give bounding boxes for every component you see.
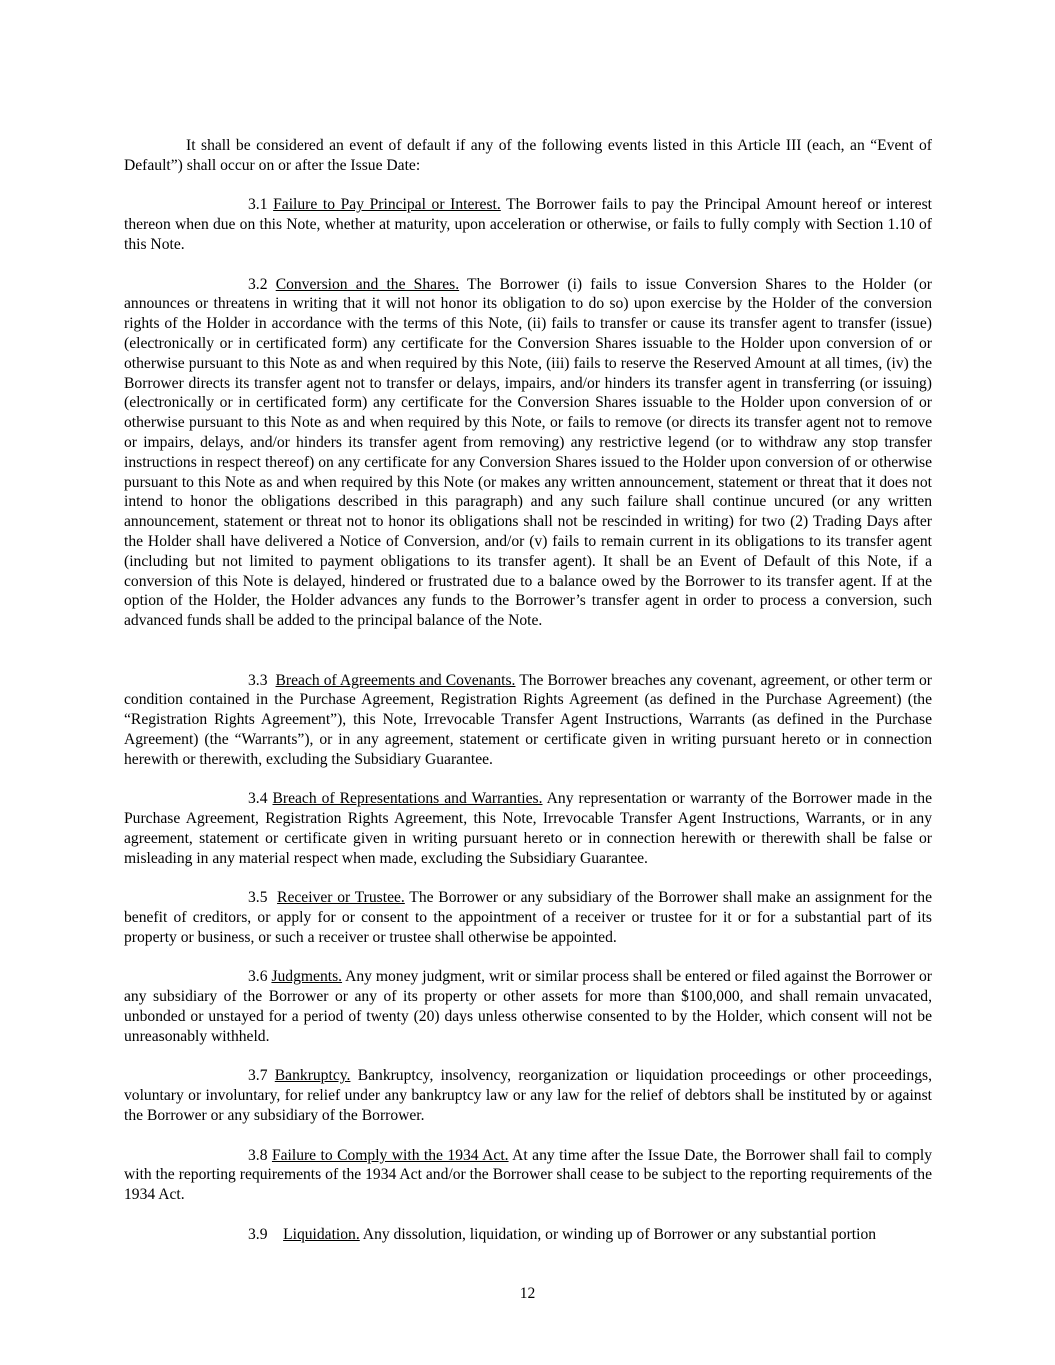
section-text: The Borrower (i) fails to issue Conversion Shares to the Holder (or announces or threatens in writing that it will not honor its obligation to do so) upon exercise by the Holder of the conversion rights of the Holder in accordance with the terms of this Note, (ii) fails to transfer or cause its transfer agent to transfer (issue) (electronically or in certificated form) any certificate for the Conversion Shares issuable to the Holder upon conversion of or otherwise pursuant to this Note as and when required by this Note, (iii) fails to reserve the Reserved Amount at all times, (iv) the Borrower directs its transfer agent not to transfer or delays, impairs, and/or hinders its transfer agent in transferring (or issuing) (electronically or in certificated form) any certificate for the Conversion Shares issuable to the Holder upon conversion of or otherwise pursuant to this Note as and when required by this Note, or fails to remove (or directs its transfer agent not to remove or impairs, delays, and/or hinders its transfer agent from removing) any restrictive legend (or to withdraw any stop transfer instructions in respect thereof) on any certificate for any Conversion Shares issued to the Holder upon conversion of or otherwise pursuant to this Note as and when required by this Note (or makes any written announcement, statement or threat that it does not intend to honor the obligations described in this paragraph) and any such failure shall continue uncured (or any written announcement, statement or threat not to honor its obligations shall not be rescinded in writing) for two (2) Trading Days after the Holder shall have delivered a Notice of Conversion, and/or (v) fails to remain current in its obligations to its transfer agent (including but not limited to payment obligations to its transfer agent). It shall be an Event of Default of this Note, if a conversion of this Note is delayed, hindered or frustrated due to a balance owed by the Borrower to its transfer agent. If at the option of the Holder, the Holder advances any funds to the Borrower’s transfer agent in order to process a conversion, such advanced funds shall be added to the principal balance of the Note. (124, 275, 932, 630)
section-text: The Borrower breaches any covenant, agreement, or other term or condition contained in the Purchase Agreement, Registration Rights Agreement (as defined in the Purchase Agreement) (the “Registration Rights Agreement”), this Note, Irrevocable Transfer Agent Instructions, Warrants (as defined in the Purchase Agreement) (the “Warrants”), or in any agreement, statement or certificate given in writing pursuant hereto or in connection herewith or therewith, excluding the Subsidiary Guarantee. (124, 671, 932, 768)
section-3-9-liquidation (124, 1225, 932, 1245)
section-text: Bankruptcy, insolvency, reorganization or liquidation proceedings or other proceedings, voluntary or involuntary, for relief under any bankruptcy law or any law for the relief of debtors shall be instituted by or against the Borrower or any subsidiary of the Borrower. (124, 1067, 932, 1125)
section-heading: Bankruptcy. (274, 1067, 351, 1085)
section-number: 3.6 (248, 968, 268, 986)
section-3-3-breach-of-agreements (124, 671, 932, 770)
section-3-7-bankruptcy (124, 1066, 932, 1125)
section-text: Any representation or warranty of the Borrower made in the Purchase Agreement, Registration Rights Agreement, this Note, Irrevocable Transfer Agent Instructions, Warrants, or in any agreement, statement or certificate given in writing pursuant hereto or in connection herewith or therewith shall be false or misleading in any material respect when made, excluding the Subsidiary Guarantee. (124, 790, 932, 867)
section-3-1-failure-to-pay (124, 195, 932, 254)
intro-paragraph: It shall be considered an event of default if any of the following events listed in this Article III (each, an “Event of Default”) shall occur on or after the Issue Date: (124, 137, 932, 174)
section-number: 3.7 (248, 1067, 268, 1085)
section-heading: Breach of Representations and Warranties. (272, 790, 543, 808)
section-heading: Judgments. (271, 968, 343, 986)
section-heading: Breach of Agreements and Covenants. (275, 671, 516, 689)
section-number: 3.5 (248, 889, 268, 907)
section-heading: Failure to Pay Principal or Interest. (273, 196, 501, 214)
section-number: 3.4 (248, 790, 268, 808)
section-heading: Conversion and the Shares. (275, 275, 460, 293)
section-text: At any time after the Issue Date, the Borrower shall fail to comply with the reporting requirements of the 1934 Act and/or the Borrower shall cease to be subject to the reporting requirements of the 1934 Act. (124, 1146, 932, 1204)
section-heading: Failure to Comply with the 1934 Act. (271, 1146, 509, 1164)
section-number: 3.8 (248, 1146, 268, 1164)
section-number: 3.1 (248, 196, 268, 214)
document-body (124, 136, 932, 1245)
section-3-8-failure-to-comply (124, 1146, 932, 1205)
section-number: 3.3 (248, 671, 268, 689)
section-heading: Liquidation. (283, 1225, 360, 1243)
section-3-6-judgments (124, 967, 932, 1046)
section-text: Any money judgment, writ or similar process shall be entered or filed against the Borrower or any subsidiary of the Borrower or any of its property or other assets for more than $100,000, and shall remain unvacated, unbonded or unstayed for a period of twenty (20) days unless otherwise consented to by the Holder, which consent will not be unreasonably withheld. (124, 968, 932, 1045)
section-3-4-breach-of-representations (124, 789, 932, 868)
section-text: The Borrower or any subsidiary of the Borrower shall make an assignment for the benefit of creditors, or apply for or consent to the appointment of a receiver or trustee for it or for a substantial part of its property or business, or such a receiver or trustee shall otherwise be appointed. (124, 889, 933, 946)
section-3-2-conversion (124, 275, 932, 631)
section-3-5-receiver-or-trustee (124, 888, 932, 947)
section-heading: Receiver or Trustee. (277, 889, 405, 907)
page-number: 12 (519, 1285, 536, 1302)
section-number: 3.9 (248, 1225, 268, 1243)
section-text: Any dissolution, liquidation, or winding up of Borrower or any substantial portion (359, 1225, 877, 1243)
section-number: 3.2 (248, 275, 268, 293)
section-text: The Borrower fails to pay the Principal Amount hereof or interest thereon when due on this Note, whether at maturity, upon acceleration or otherwise, or fails to fully comply with Section 1.10 of this Note. (124, 196, 932, 253)
